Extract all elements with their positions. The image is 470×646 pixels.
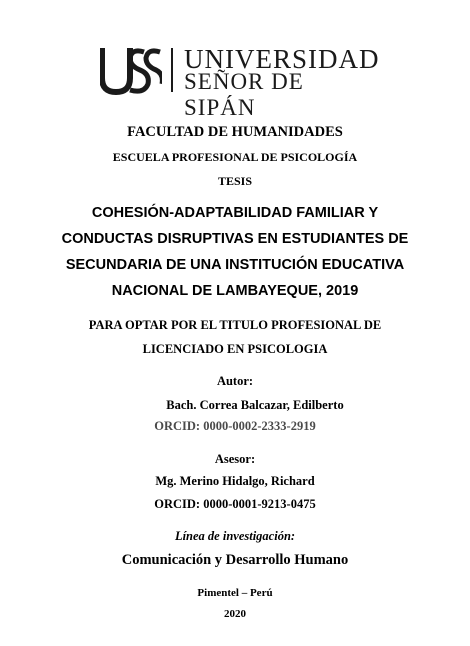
purpose-line-1: PARA OPTAR POR EL TITULO PROFESIONAL DE (88, 318, 382, 332)
research-line: Comunicación y Desarrollo Humano (121, 552, 349, 568)
logo-divider (171, 48, 173, 92)
research-line-heading: Línea de investigación: (174, 529, 296, 543)
advisor-heading: Asesor: (214, 452, 256, 466)
uss-monogram-icon (100, 44, 162, 96)
thesis-title-line-1: COHESIÓN-ADAPTABILIDAD FAMILIAR Y (91, 205, 379, 221)
place: Pimentel – Perú (197, 587, 273, 599)
author-orcid: ORCID: 0000-0002-2333-2919 (154, 419, 316, 433)
thesis-title-line-4: NACIONAL DE LAMBAYEQUE, 2019 (111, 283, 359, 299)
thesis-title-line-3: SECUNDARIA DE UNA INSTITUCIÓN EDUCATIVA (65, 257, 405, 273)
purpose-line-2: LICENCIADO EN PSICOLOGIA (142, 342, 328, 356)
logo-university-word: UNIVERSIDAD (184, 44, 380, 74)
thesis-title-line-2: CONDUCTAS DISRUPTIVAS EN ESTUDIANTES DE (61, 231, 409, 247)
advisor-name: Mg. Merino Hidalgo, Richard (155, 474, 315, 488)
logo-university-name: SEÑOR DE SIPÁN (184, 69, 304, 120)
year: 2020 (224, 608, 246, 620)
author-heading: Autor: (216, 374, 254, 388)
document-type: TESIS (217, 174, 253, 188)
author-name: Bach. Correa Balcazar, Edilberto (166, 398, 344, 412)
faculty-name: FACULTAD DE HUMANIDADES (127, 124, 343, 140)
school-name: ESCUELA PROFESIONAL DE PSICOLOGÍA (112, 150, 358, 164)
university-logo (100, 44, 380, 120)
advisor-orcid: ORCID: 0000-0001-9213-0475 (154, 497, 316, 511)
